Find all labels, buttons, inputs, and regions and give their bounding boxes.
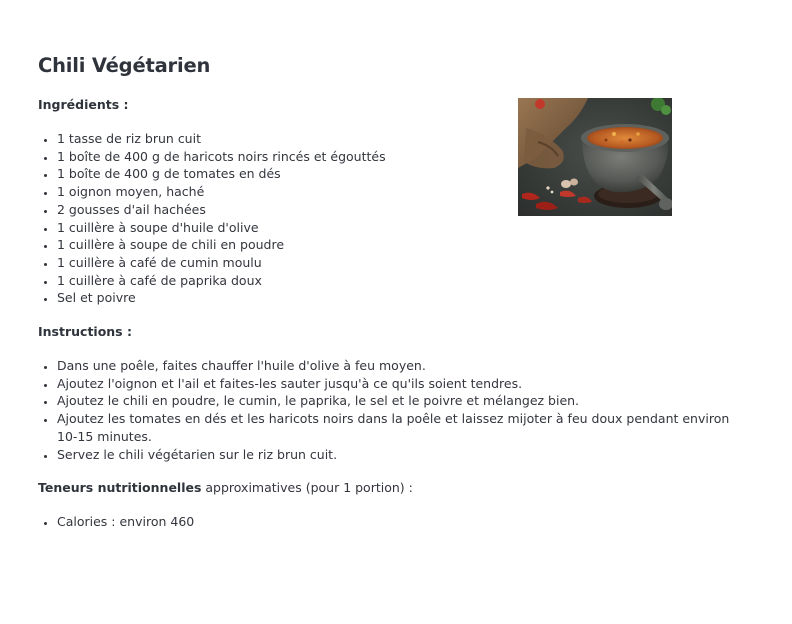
list-item: • 2 gousses d'ail hachées	[57, 201, 750, 219]
nutrition-heading-bold: Teneurs nutritionnelles	[38, 480, 202, 496]
mortar-and-pestle-spice-photo-icon	[518, 98, 672, 216]
list-item: • Servez le chili végétarien sur le riz brun cuit.	[57, 446, 750, 464]
list-item: • 1 cuillère à soupe de chili en poudre	[57, 236, 750, 254]
recipe-photo	[518, 98, 672, 216]
nutrition-heading-rest: approximatives (pour 1 portion) :	[201, 480, 413, 496]
list-item: • Ajoutez l'oignon et l'ail et faites-les sauter jusqu'à ce qu'ils soient tendres.	[57, 375, 750, 393]
instructions-heading: Instructions :	[38, 324, 132, 340]
list-item: • 1 boîte de 400 g de tomates en dés	[57, 165, 750, 183]
list-item: • 1 cuillère à soupe d'huile d'olive	[57, 219, 750, 237]
instructions-list	[38, 357, 750, 463]
list-item: • Ajoutez le chili en poudre, le cumin, le paprika, le sel et le poivre et mélangez bien.	[57, 392, 750, 410]
list-item: • Dans une poêle, faites chauffer l'huile d'olive à feu moyen.	[57, 357, 750, 375]
ingredients-heading: Ingrédients :	[38, 97, 129, 112]
list-item: • 1 oignon moyen, haché	[57, 183, 750, 201]
list-item: • 1 cuillère à café de paprika doux	[57, 272, 750, 290]
list-item: • 1 boîte de 400 g de haricots noirs rincés et égouttés	[57, 148, 750, 166]
nutrition-heading	[38, 479, 750, 497]
list-item: • 1 tasse de riz brun cuit	[57, 130, 750, 148]
list-item: • Sel et poivre	[57, 289, 750, 307]
list-item: • Ajoutez les tomates en dés et les haricots noirs dans la poêle et laissez mijoter à feu doux pendant environ 10-15 minutes.	[57, 410, 750, 445]
nutrition-list	[38, 513, 750, 531]
list-item: • 1 cuillère à café de cumin moulu	[57, 254, 750, 272]
list-item: • Calories : environ 460	[57, 513, 750, 531]
page-title: Chili Végétarien	[38, 54, 211, 77]
